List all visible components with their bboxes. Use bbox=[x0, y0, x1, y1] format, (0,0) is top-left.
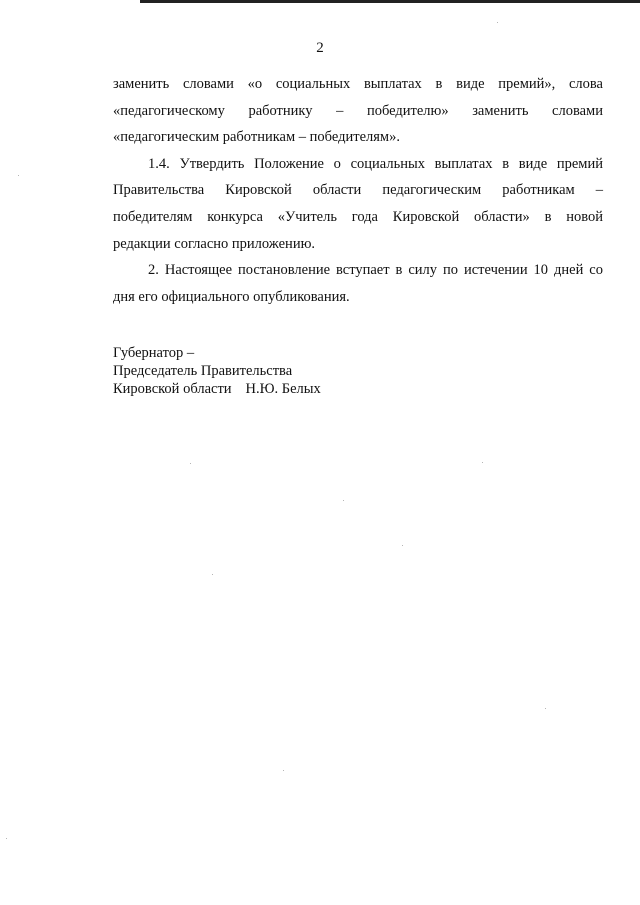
text-line: дня его официального опубликования. bbox=[113, 288, 350, 305]
signatory-title-line bbox=[113, 380, 321, 398]
scan-speck bbox=[6, 838, 7, 839]
scan-speck bbox=[212, 574, 213, 575]
text-line: 2. Настоящее постановление вступает в силу по истечении 10 дней со bbox=[148, 262, 603, 279]
signature-block bbox=[113, 344, 321, 398]
scan-speck bbox=[402, 545, 403, 546]
page-number: 2 bbox=[316, 40, 324, 56]
paragraph-2 bbox=[113, 257, 603, 310]
scan-speck bbox=[343, 500, 344, 501]
scan-speck bbox=[497, 22, 498, 23]
signatory-title-line: Губернатор – bbox=[113, 345, 195, 361]
text-line: заменить словами «о социальных выплатах в виде премий», слова bbox=[113, 76, 603, 92]
scan-speck bbox=[482, 462, 483, 463]
text-line: Правительства Кировской области педагогическим работникам – bbox=[113, 182, 603, 199]
document-body bbox=[113, 71, 603, 310]
text-line: 1.4. Утвердить Положение о социальных выплатах в виде премий bbox=[148, 155, 603, 172]
text-line: «педагогическим работникам – победителям». bbox=[113, 129, 400, 146]
text-line: «педагогическому работнику – победителю» заменить словами bbox=[113, 102, 603, 119]
signatory-name: Н.Ю. Белых bbox=[245, 381, 321, 397]
scan-speck bbox=[18, 175, 19, 176]
top-scan-border bbox=[140, 0, 640, 3]
signatory-region: Кировской области bbox=[113, 381, 232, 397]
text-line: победителям конкурса «Учитель года Кировской области» в новой bbox=[113, 208, 603, 225]
signatory-title-line: Председатель Правительства bbox=[113, 363, 293, 379]
paragraph-continuation bbox=[113, 71, 603, 151]
text-line: редакции согласно приложению. bbox=[113, 235, 316, 252]
scan-speck bbox=[545, 708, 546, 709]
paragraph-1-4 bbox=[113, 151, 603, 257]
scan-speck bbox=[190, 463, 191, 464]
scan-speck bbox=[283, 770, 284, 771]
